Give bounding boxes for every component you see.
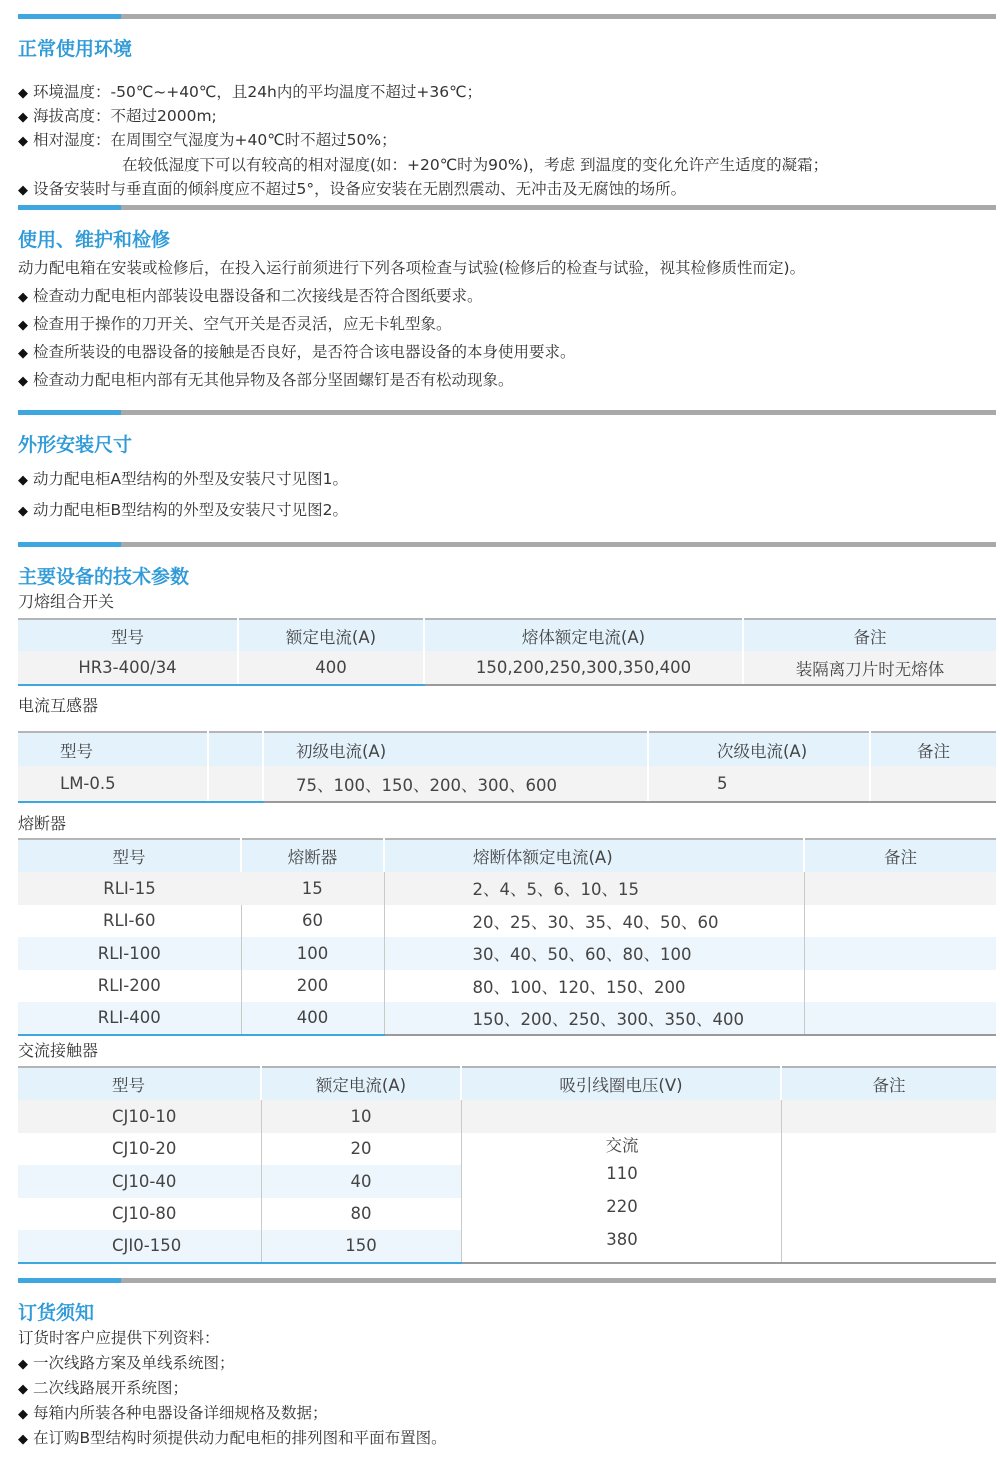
table-cell: 80、100、120、150、200 xyxy=(384,970,804,1003)
table-cell: 装隔离刀片时无熔体 xyxy=(743,651,996,685)
bullet-diamond-icon: ◆ xyxy=(18,318,28,333)
table-cell xyxy=(804,970,996,1003)
table-header-spacer xyxy=(208,732,263,766)
table-cell: RLI-100 xyxy=(18,937,241,970)
table-cell: 75、100、150、200、300、600 xyxy=(263,766,648,802)
table-cell xyxy=(461,1100,781,1133)
table-cell: 80 xyxy=(261,1198,461,1231)
table-header: 吸引线圈电压(V) xyxy=(461,1067,781,1100)
env-line-5: ◆ 设备安装时与垂直面的倾斜度应不超过5°，设备应安装在无剧烈震动、无冲击及无腐蚀的场所。 xyxy=(18,179,686,201)
section-divider xyxy=(18,1278,996,1283)
bullet-diamond-icon: ◆ xyxy=(18,473,28,488)
table-header: 初级电流(A) xyxy=(263,732,648,766)
maint-line-2: ◆ 检查用于操作的刀开关、空气开关是否灵活，应无卡轧型象。 xyxy=(18,314,452,336)
section-divider xyxy=(18,542,996,547)
table-header: 备注 xyxy=(870,732,996,766)
ct-table-caption: 电流互感器 xyxy=(18,696,99,715)
table-cell: 400 xyxy=(238,651,424,685)
table-cell: 150 xyxy=(261,1230,461,1263)
table-cell: 2、4、5、6、10、15 xyxy=(384,872,804,905)
table-header: 熔断体额定电流(A) xyxy=(384,839,804,872)
table-header: 备注 xyxy=(781,1067,996,1100)
bullet-diamond-icon: ◆ xyxy=(18,346,28,361)
table-cell xyxy=(804,937,996,970)
table-cell: HR3-400/34 xyxy=(18,651,238,685)
table-header: 备注 xyxy=(743,619,996,651)
table-cell: RLI-15 xyxy=(18,872,241,905)
table-cell xyxy=(781,1230,996,1263)
table-cell: LM-0.5 xyxy=(18,766,208,802)
knife-switch-table xyxy=(18,618,996,686)
bullet-diamond-icon: ◆ xyxy=(18,1407,28,1422)
fuse-table-caption: 熔断器 xyxy=(18,814,67,833)
maint-line-1: ◆ 检查动力配电柜内部装设电器设备和二次接线是否符合图纸要求。 xyxy=(18,286,483,308)
section-divider xyxy=(18,410,996,415)
table-cell xyxy=(781,1133,996,1166)
env-line-3: ◆ 相对湿度：在周围空气湿度为+40℃时不超过50%； xyxy=(18,130,397,152)
coil-voltage-380: 380 xyxy=(606,1230,638,1249)
coil-voltage-ac: 交流 xyxy=(605,1136,639,1155)
table-row xyxy=(18,872,996,905)
table-row xyxy=(18,1100,996,1133)
table-cell: RLI-200 xyxy=(18,970,241,1003)
section-divider xyxy=(18,205,996,210)
bullet-diamond-icon: ◆ xyxy=(18,1382,28,1397)
knife-table-caption: 刀熔组合开关 xyxy=(18,592,115,611)
table-row xyxy=(18,1002,996,1035)
table-cell: 40 xyxy=(261,1165,461,1198)
table-cell: CJ10-10 xyxy=(18,1100,261,1133)
table-cell: 60 xyxy=(241,905,384,938)
section-divider xyxy=(18,14,996,19)
table-header: 熔断器 xyxy=(241,839,384,872)
maint-line-4: ◆ 检查动力配电柜内部有无其他异物及各部分坚固螺钉是否有松动现象。 xyxy=(18,370,514,392)
section-title-order: 订货须知 xyxy=(18,1302,95,1324)
table-cell: 100 xyxy=(241,937,384,970)
table-cell: RLI-60 xyxy=(18,905,241,938)
table-header: 额定电流(A) xyxy=(261,1067,461,1100)
order-line-4: ◆ 在订购B型结构时须提供动力配电柜的排列图和平面布置图。 xyxy=(18,1428,447,1450)
bullet-diamond-icon: ◆ xyxy=(18,110,28,125)
table-header: 型号 xyxy=(18,839,241,872)
bullet-diamond-icon: ◆ xyxy=(18,183,28,198)
maint-intro: 动力配电箱在安装或检修后，在投入运行前须进行下列各项检查与试验(检修后的检查与试验，视其检修质性而定)。 xyxy=(18,259,806,277)
table-cell: 5 xyxy=(648,766,870,802)
table-cell: 20、25、30、35、40、50、60 xyxy=(384,905,804,938)
bullet-diamond-icon: ◆ xyxy=(18,290,28,305)
table-cell: CJ10-40 xyxy=(18,1165,261,1198)
table-cell: CJ10-80 xyxy=(18,1198,261,1231)
table-cell xyxy=(804,905,996,938)
order-line-1: ◆ 一次线路方案及单线系统图； xyxy=(18,1353,235,1375)
table-cell: 150,200,250,300,350,400 xyxy=(424,651,743,685)
table-cell xyxy=(781,1100,996,1133)
fuse-table xyxy=(18,838,996,1036)
order-intro: 订货时客户应提供下列资料： xyxy=(18,1329,220,1347)
table-cell: CJ10-20 xyxy=(18,1133,261,1166)
table-cell xyxy=(781,1198,996,1231)
env-line-4: 在较低湿度下可以有较高的相对湿度(如：+20℃时为90%)，考虑 到温度的变化允许产生适度的凝霜； xyxy=(122,156,829,174)
table-cell: 30、40、50、60、80、100 xyxy=(384,937,804,970)
table-cell: 20 xyxy=(261,1133,461,1166)
env-line-1: ◆ 环境温度：-50℃~+40℃，且24h内的平均温度不超过+36℃； xyxy=(18,82,482,104)
table-cell: CJI0-150 xyxy=(18,1230,261,1263)
dims-line-1: ◆ 动力配电柜A型结构的外型及安装尺寸见图1。 xyxy=(18,469,348,491)
table-header: 备注 xyxy=(804,839,996,872)
order-line-3: ◆ 每箱内所装各种电器设备详细规格及数据； xyxy=(18,1403,328,1425)
table-cell xyxy=(781,1165,996,1198)
table-cell: 150、200、250、300、350、400 xyxy=(384,1002,804,1035)
bullet-diamond-icon: ◆ xyxy=(18,374,28,389)
bullet-diamond-icon: ◆ xyxy=(18,86,28,101)
table-cell xyxy=(804,1002,996,1035)
table-header: 次级电流(A) xyxy=(648,732,870,766)
table-header: 额定电流(A) xyxy=(238,619,424,651)
table-cell: RLI-400 xyxy=(18,1002,241,1035)
coil-voltage-110: 110 xyxy=(606,1164,638,1183)
table-row xyxy=(18,970,996,1003)
table-cell xyxy=(804,872,996,905)
current-transformer-table xyxy=(18,731,996,803)
coil-voltage-220: 220 xyxy=(606,1197,638,1216)
dims-line-2: ◆ 动力配电柜B型结构的外型及安装尺寸见图2。 xyxy=(18,500,348,522)
section-title-dims: 外形安装尺寸 xyxy=(18,434,133,456)
bullet-diamond-icon: ◆ xyxy=(18,134,28,149)
env-line-2: ◆ 海拔高度：不超过2000m; xyxy=(18,106,217,128)
section-title-params: 主要设备的技术参数 xyxy=(18,566,190,588)
table-header: 熔体额定电流(A) xyxy=(424,619,743,651)
table-cell: 10 xyxy=(261,1100,461,1133)
table-cell xyxy=(870,766,996,802)
bullet-diamond-icon: ◆ xyxy=(18,1357,28,1372)
table-cell-spacer xyxy=(208,766,263,802)
section-title-maint: 使用、维护和检修 xyxy=(18,229,171,251)
bullet-diamond-icon: ◆ xyxy=(18,504,28,519)
table-row xyxy=(18,937,996,970)
table-header: 型号 xyxy=(18,1067,261,1100)
contactor-table-caption: 交流接触器 xyxy=(18,1041,99,1060)
table-header: 型号 xyxy=(18,619,238,651)
order-line-2: ◆ 二次线路展开系统图； xyxy=(18,1378,188,1400)
section-title-env: 正常使用环境 xyxy=(18,38,133,60)
maint-line-3: ◆ 检查所装设的电器设备的接触是否良好，是否符合该电器设备的本身使用要求。 xyxy=(18,342,576,364)
table-row xyxy=(18,905,996,938)
bullet-diamond-icon: ◆ xyxy=(18,1432,28,1447)
table-header: 型号 xyxy=(18,732,208,766)
table-cell: 200 xyxy=(241,970,384,1003)
table-cell: 400 xyxy=(241,1002,384,1035)
table-cell: 15 xyxy=(241,872,384,905)
